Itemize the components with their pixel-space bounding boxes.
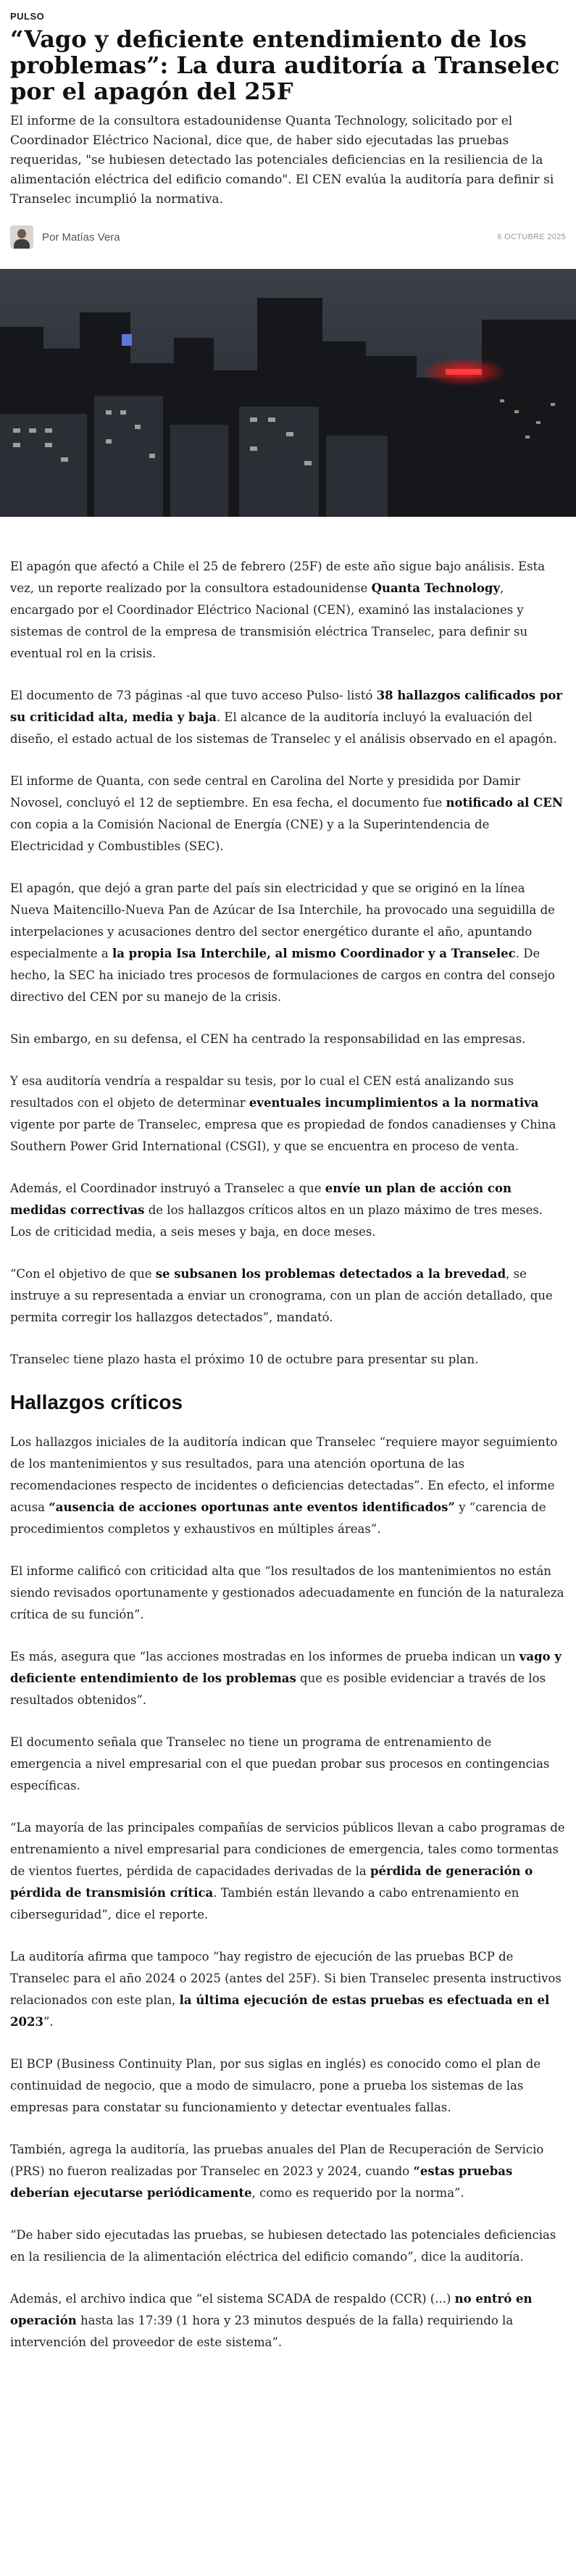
avatar-body — [14, 239, 30, 249]
article-paragraph — [10, 1178, 566, 1243]
byline — [10, 221, 566, 253]
article-paragraph — [10, 1349, 566, 1371]
paragraph-text: con copia a la Comisión Nacional de Energía (CNE) y a la Superintendencia de Electricidad y Combustibles (SEC). — [10, 818, 490, 853]
emphasis-text: la propia Isa Interchile, al mismo Coordinador y a Transelec — [112, 947, 516, 960]
emphasis-text: pérdida de generación o pérdida de transmisión crítica — [10, 1864, 533, 1900]
emphasis-text: “ausencia de acciones oportunas ante eventos identificados” — [49, 1500, 455, 1514]
paragraph-text: . El alcance de la auditoría incluyó la evaluación del diseño, el estado actual de los sistemas de Transelec y el análisis observado en el apagón. — [10, 710, 557, 746]
paragraph-text: El apagón que afectó a Chile el 25 de febrero (25F) de este año sigue bajo análisis. Esta vez, un reporte realizado por la consultora estadounidense — [10, 560, 546, 595]
emphasis-text: la última ejecución de estas pruebas es efectuada en el 2023 — [10, 1993, 550, 2029]
paragraph-text: , se instruye a su representada a enviar un cronograma, con un plan de acción detallado, que permita corregir los hallazgos detectados”, mandató. — [10, 1267, 553, 1324]
article-paragraph — [10, 2053, 566, 2119]
paragraph-text: También, agrega la auditoría, las pruebas anuales del Plan de Recuperación de Servicio (PRS) no fueron realizadas por Transelec en 2023 y 2024, cuando — [10, 2143, 544, 2178]
article-paragraph — [10, 1646, 566, 1711]
emphasis-text: no entró en operación — [10, 2292, 533, 2327]
paragraph-text: “Con el objetivo de que — [10, 1267, 156, 1281]
emphasis-text: notificado al CEN — [446, 796, 563, 810]
hero-image — [0, 269, 576, 517]
section-heading: Hallazgos críticos — [10, 1391, 183, 1413]
article-paragraph — [10, 770, 566, 857]
article-paragraph — [10, 2139, 566, 2204]
paragraph-text: El documento de 73 páginas -al que tuvo acceso Pulso- listó — [10, 689, 377, 702]
emphasis-text: 38 hallazgos calificados por su criticidad alta, media y baja — [10, 689, 563, 724]
article-paragraph — [10, 1561, 566, 1626]
paragraph-text: El apagón, que dejó a gran parte del país sin electricidad y que se originó en la línea Nueva Maitencillo-Nueva Pan de Azúcar de Isa Interchile, ha provocado una seguidilla de interpelaciones y acusaciones dentro del sector energético durante el año, apuntando especialmente a — [10, 881, 555, 960]
article-paragraph — [10, 878, 566, 1008]
paragraph-text: ”. — [43, 2015, 54, 2029]
paragraph-text: Sin embargo, en su defensa, el CEN ha centrado la responsabilidad en las empresas. — [10, 1032, 526, 1046]
author-name[interactable]: Por Matías Vera — [42, 230, 120, 244]
paragraph-text: que es posible evidenciar a través de los resultados obtenidos”. — [10, 1671, 546, 1707]
emphasis-text: se subsanen los problemas detectados a la brevedad — [155, 1267, 506, 1281]
paragraph-text: , encargado por el Coordinador Eléctrico Nacional (CEN), examinó las instalaciones y sistemas de control de la empresa de transmisión eléctrica Transelec, para definir su eventual rol en la crisis. — [10, 581, 528, 660]
paragraph-text: El informe de Quanta, con sede central en Carolina del Norte y presidida por Damir Novosel, concluyó el 12 de septiembre. En esa fecha, el documento fue — [10, 774, 521, 810]
article-lead: El informe de la consultora estadounidense Quanta Technology, solicitado por el Coordinador Eléctrico Nacional, dice que, de haber sido ejecutadas las pruebas requeridas, "se hubiesen detectado las potenciales deficiencias en la resiliencia de la alimentación eléctrica del edificio comando". El CEN evalúa la auditoría para definir si Transelec incumplió la normativa. — [10, 114, 554, 207]
article-paragraph — [10, 2288, 566, 2353]
article-paragraph — [10, 556, 566, 665]
article-paragraph — [10, 1071, 566, 1158]
article-paragraph — [10, 1263, 566, 1329]
author-block[interactable] — [10, 225, 120, 249]
section-tag[interactable]: PULSO — [10, 11, 45, 22]
paragraph-text: El informe calificó con criticidad alta que “los resultados de los mantenimientos no están siendo revisados oportunamente y gestionados adecuadamente en función de la naturaleza crítica de su función”. — [10, 1564, 564, 1621]
article-paragraph — [10, 1732, 566, 1797]
article-paragraph — [10, 1817, 566, 1926]
emphasis-text: vago y deficiente entendimiento de los problemas — [10, 1650, 562, 1685]
paragraph-text: de los hallazgos críticos altos en un plazo máximo de tres meses. Los de criticidad media, a seis meses y baja, en doce meses. — [10, 1203, 543, 1239]
article-header — [0, 0, 576, 253]
emphasis-text: envíe un plan de acción con medidas correctivas — [10, 1181, 512, 1217]
paragraph-text: y “carencia de procedimientos completos y exhaustivos en múltiples áreas”. — [10, 1500, 546, 1536]
emphasis-text: Quanta Technology — [371, 581, 501, 595]
paragraph-text: . También están llevando a cabo entrenamiento en ciberseguridad”, dice el reporte. — [10, 1886, 519, 1921]
paragraph-text: El BCP (Business Continuity Plan, por sus siglas en inglés) es conocido como el plan de continuidad de negocio, que a modo de simulacro, pone a prueba los sistemas de las empresas para constatar su funcionamiento y detectar eventuales fallas. — [10, 2057, 541, 2114]
article-paragraph — [10, 1432, 566, 1540]
article-paragraph — [10, 685, 566, 750]
article-paragraph — [10, 1946, 566, 2033]
emphasis-text: eventuales incumplimientos a la normativa — [249, 1096, 539, 1110]
paragraph-text: Transelec tiene plazo hasta el próximo 10 de octubre para presentar su plan. — [10, 1353, 479, 1366]
paragraph-text: Es más, asegura que “las acciones mostradas en los informes de prueba indican un — [10, 1650, 519, 1663]
author-avatar[interactable] — [10, 225, 33, 249]
paragraph-text: La auditoría afirma que tampoco “hay registro de ejecución de las pruebas BCP de Transelec para el año 2024 o 2025 (antes del 25F). Si bien Transelec presenta instructivos relacionados con este plan, — [10, 1950, 562, 2007]
publish-date: 6 OCTUBRE 2025 — [497, 233, 566, 241]
article-title: “Vago y deficiente entendimiento de los problemas”: La dura auditoría a Transelec por el apagón del 25F — [10, 25, 560, 105]
avatar-head — [17, 229, 26, 238]
emphasis-text: “estas pruebas deberían ejecutarse periódicamente — [10, 2164, 513, 2200]
article-paragraph — [10, 1029, 566, 1050]
red-light — [446, 369, 482, 375]
paragraph-text: hasta las 17:39 (1 hora y 23 minutos después de la falla) requiriendo la intervención del proveedor de este sistema”. — [10, 2314, 514, 2349]
paragraph-text: “La mayoría de las principales compañías de servicios públicos llevan a cabo programas de entrenamiento a nivel empresarial para condiciones de emergencia, tales como tormentas de vientos fuertes, pérdida de capacidades derivadas de la — [10, 1821, 565, 1878]
paragraph-text: Además, el archivo indica que “el sistema SCADA de respaldo (CCR) (...) — [10, 2292, 455, 2306]
paragraph-text: El documento señala que Transelec no tiene un programa de entrenamiento de emergencia a nivel empresarial con el que puedan probar sus procesos en contingencias específicas. — [10, 1735, 550, 1792]
paragraph-text: “De haber sido ejecutadas las pruebas, se hubiesen detectado las potenciales deficiencias en la resiliencia de la alimentación eléctrica del edificio comando”, dice la auditoría. — [10, 2228, 556, 2264]
article-body — [0, 556, 576, 2353]
paragraph-text: Y esa auditoría vendría a respaldar su tesis, por lo cual el CEN está analizando sus resultados con el objeto de determinar — [10, 1074, 514, 1110]
article-paragraph — [10, 2224, 566, 2268]
paragraph-text: . De hecho, la SEC ha iniciado tres procesos de formulaciones de cargos en contra del consejo directivo del CEN por su manejo de la crisis. — [10, 947, 555, 1004]
paragraph-text: vigente por parte de Transelec, empresa que es propiedad de fondos canadienses y China Southern Power Grid International (CSGI), y que se encuentra en proceso de venta. — [10, 1118, 556, 1153]
paragraph-text: Los hallazgos iniciales de la auditoría indican que Transelec “requiere mayor seguimiento de los mantenimientos y sus resultados, para una atención oportuna de las recomendaciones respecto de incidentes o deficiencias detectadas”. En efecto, el informe acusa — [10, 1435, 558, 1514]
blue-light — [122, 334, 132, 346]
paragraph-text: Además, el Coordinador instruyó a Transelec a que — [10, 1181, 325, 1195]
paragraph-text: , como es requerido por la norma”. — [251, 2186, 464, 2200]
